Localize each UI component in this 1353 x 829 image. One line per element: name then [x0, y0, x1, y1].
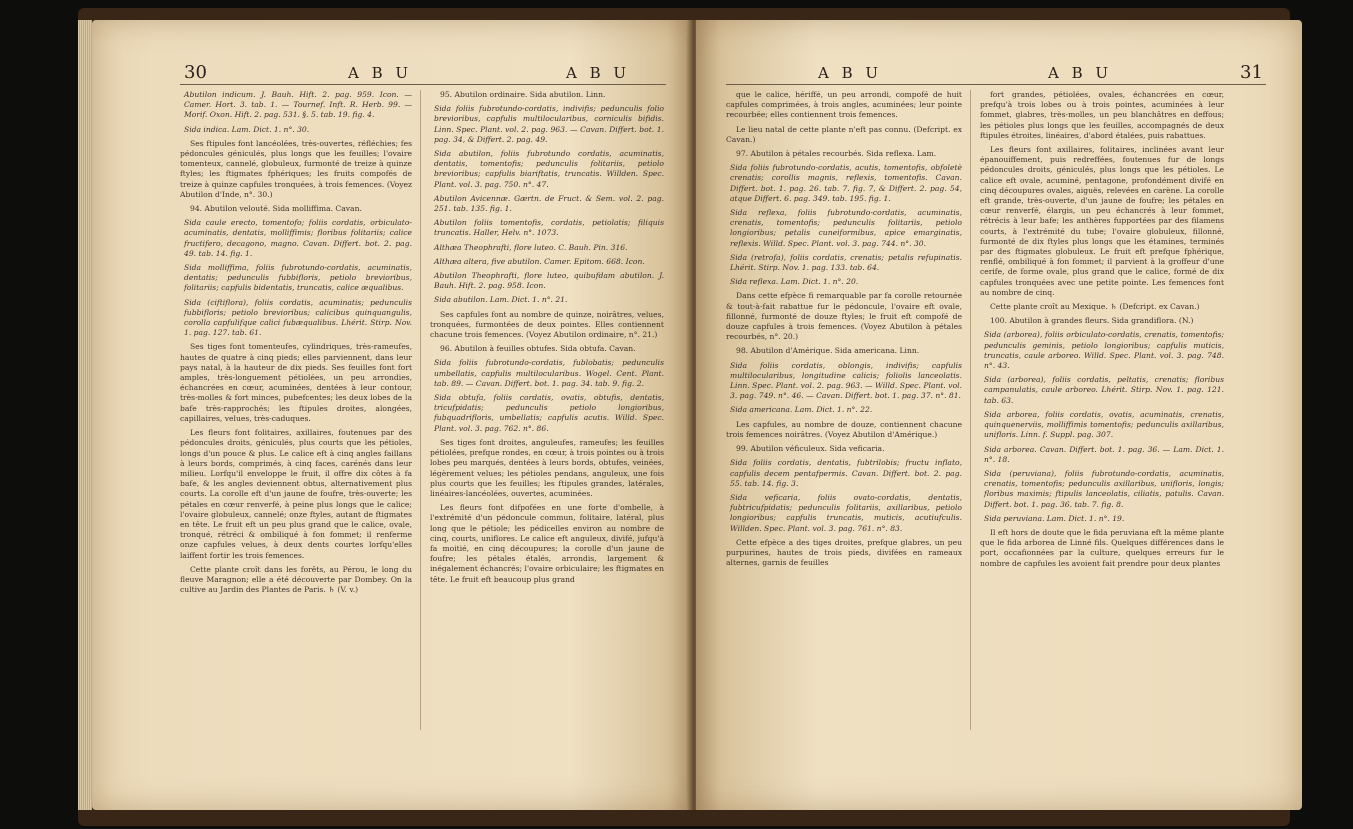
paragraph: 95. Abutilon ordinaire. Sida abutilon. Linn.	[440, 90, 606, 99]
left-running-head-1: A B U	[348, 64, 413, 82]
paragraph: Le lieu natal de cette plante n'eft pas connu. (Defcript. ex Cavan.)	[726, 124, 962, 144]
paragraph: Sida indica. Lam. Dict. 1. n°. 30.	[184, 124, 310, 134]
paragraph: Althæa Theophrafti, flore luteo. C. Bauh. Pin. 316.	[434, 242, 628, 252]
paragraph: Cette plante croît au Mexique. ♄ (Defcript. ex Cavan.)	[990, 302, 1200, 312]
paragraph: 98. Abutilon d'Amérique. Sida americana. Linn.	[736, 346, 920, 356]
paragraph: Sida (arborea), foliis orbiculato-cordatis, crenatis, tomentofis; pedunculis geminis, petiolo longioribus; capfulis muticis, truncatis, caule arboreo. Willd. Spec. Plant. vol. 3. pag. 748. n°. 43.	[984, 330, 1224, 371]
paragraph: Sida abutilon. Lam. Dict. 1. n°. 21.	[434, 295, 568, 305]
paragraph: Sida americana. Lam. Dict. 1. n°. 22.	[730, 405, 873, 415]
paragraph: Les fleurs font folitaires, axillaires, foutenues par des pédoncules droits, géniculés, plus courts que les pétioles, longs d'un pouce & plus. Le calice eft à cinq angles faillans à leurs bords, comprimés, à cinq faces, carénés dans leur milieu. Lorfqu'il enveloppe le fruit, il offre dix côtes à fa bafe, & les angles deviennent obtus, alternativement plus courts. La corolle eft d'un jaune de foufre, très-ouverte; les pétales en cœur renverfé, à peine plus longs que le calice; l'ovaire globuleux, cannelé; onze ftyles, autant de ftigmates en tête. Le fruit eft un peu plus grand que le calice, ovale, tronqué, rétréci & ombiliqué à fon fommet; il renferme onze capfules velues, à deux dents courtes lorfqu'elles laiffent fortir les trois femences.	[180, 428, 412, 560]
paragraph: Althæa altera, five abutilon. Camer. Epitom. 668. Icon.	[434, 256, 645, 266]
paragraph: Sida reflexa, foliis fubrotundo-cordatis, acuminatis, crenatis, tomentofis; pedunculis folitariis, petiolo longioribus; petalis cuneiformibus, apice emarginatis, reflexis. Willd. Spec. Plant. vol. 3. pag. 744. n°. 30.	[730, 208, 962, 248]
paragraph: Ses ftipules font lancéolées, très-ouvertes, réfléchies; fes pédoncules géniculés, plus longs que les feuilles; l'ovaire tomenteux, cannelé, globuleux, furmonté de treize à quinze ftyles; les ftigmates fphériques; les fruits compofés de treize à quinze capfules tronquées, à trois femences. (Voyez Abutilon d'Inde, n°. 30.)	[180, 138, 412, 199]
paragraph: Les capfules, au nombre de douze, contiennent chacune trois femences noirâtres. (Voyez Abutilon d'Amérique.)	[726, 419, 962, 439]
paragraph: 100. Abutilon à grandes fleurs. Sida grandiflora. (N.)	[990, 316, 1194, 326]
left-page	[92, 20, 692, 810]
right-running-head-2: A B U	[1048, 64, 1113, 82]
paragraph: Sida (retrofa), foliis cordatis, crenatis; petalis refupinatis. Lhérit. Stirp. Nov. 1. pag. 133. tab. 64.	[730, 252, 962, 273]
paragraph: 96. Abutilon à feuilles obtufes. Sida obtufa. Cavan.	[440, 344, 636, 354]
right-page-number: 31	[1240, 62, 1263, 83]
paragraph: Les fleurs font axillaires, folitaires, inclinées avant leur épanouiffement, puis redreffées, foutenues fur de longs pédoncules droits, géniculés, plus longs que les pétioles. Le calice eft ovale, acuminé, pentagone, profondément divifé en cinq découpures ovales, aiguës, relevées en carène. La corolle eft grande, très-ouverte, d'un jaune de foufre; les pétales en cœur renverfé, élargis, un peu échancrés à leur fommet, rétrécis à leur bafe; les anthères fupportées par des filamens courts, à l'extrémité du tube; l'ovaire globuleux, fillonné, furmonté de dix ftyles plus longs que les étamines, terminés par des ftigmates globuleux. Le fruit eft prefque fphérique, renflé, ombiliqué à fon fommet; il parvient à la groffeur d'une cerife, de forme ovale, plus grand que le calice, formé de dix capfules tronquées avec une petite pointe. Les femences font au nombre de cinq.	[980, 145, 1224, 297]
paragraph: Sida molliffima, foliis fubrotundo-cordatis, acuminatis, dentatis; pedunculis fubbifloris, petiolo brevioribus, folitariis; capfulis bidentatis, truncatis, calice æqualibus.	[184, 263, 412, 293]
paragraph: Sida foliis cordatis, dentatis, fubtrilobis; fructu inflato, capfulis decem pentafpermis. Cavan. Differt. bot. 2. pag. 55. tab. 14. fig. 3.	[730, 458, 962, 488]
column-divider	[420, 90, 421, 730]
right-column-1	[726, 90, 962, 572]
paragraph: Sida obtufa, foliis cordatis, ovatis, obtufis, dentatis, tricufpidatis; pedunculis petiolo longioribus, fubquadrifloris, umbellatis; capfulis acutis. Willd. Spec. Plant. vol. 3. pag. 762. n°. 86.	[434, 393, 664, 433]
paragraph: Les fleurs font difpofées en une forte d'ombelle, à l'extrémité d'un pédoncule commun, folitaire, latéral, plus long que le pétiole; les pédicelles environ au nombre de cinq, courts, uniflores. Le calice eft anguleux, divifé, jufqu'à fa moitié, en cinq découpures; la corolle d'un jaune de foufre; les pétales étalés, arrondis, largement & inégalement échancrés; l'ovaire orbiculaire; les ftigmates en tête. Le fruit eft beaucoup plus grand	[430, 503, 664, 584]
column-divider	[970, 90, 971, 730]
paragraph: Abutilon indicum. J. Bauh. Hift. 2. pag. 959. Icon. — Camer. Hort. 3. tab. 1. — Tournef. Inft. R. Herb. 99. — Morif. Oxon. Hift. 2. pag. 531. §. 5. tab. 19. fig. 4.	[184, 90, 412, 120]
right-column-2	[980, 90, 1224, 573]
paragraph: Dans cette efpèce fi remarquable par fa corolle retournée & tout-à-fait rabattue fur le pédoncule, l'ovaire eft ovale, fillonné, furmonté de douze ftyles; le fruit eft compofé de douze capfules à trois femences. (Voyez Abutilon à pétales recourbés, n°. 20.)	[726, 291, 962, 342]
header-rule	[180, 84, 666, 85]
paragraph: Sida foliis fubrotundo-cordatis, fublobatis; pedunculis umbellatis, capfulis multilocularibus. Wogel. Cent. Plant. tab. 89. — Cavan. Differt. bot. 1. pag. 34. tab. 9. fig. 2.	[434, 358, 664, 388]
paragraph: Abutilon foliis tomentofis, cordatis, petiolatis; filiquis truncatis. Haller, Helv. n°. 1073.	[434, 218, 664, 238]
right-running-head-1: A B U	[818, 64, 883, 82]
paragraph: Sida foliis fubrotundo-cordatis, indivifis; pedunculis folio brevioribus, capfulis multilocularibus, corniculis bifidis. Linn. Spec. Plant. vol. 2. pag. 963. — Cavan. Differt. bot. 1. pag. 34, & Differt. 2. pag. 49.	[434, 104, 664, 144]
paragraph: Ses capfules font au nombre de quinze, noirâtres, velues, tronquées, furmontées de deux pointes. Elles contiennent chacune trois femences. (Voyez Abutilon ordinaire, n°. 21.)	[430, 309, 664, 340]
left-page-edges	[78, 20, 92, 810]
paragraph: Cette plante croît dans les forêts, au Pérou, le long du fleuve Maragnon; elle a été découverte par Dombey. On la cultive au Jardin des Plantes de Paris. ♄ (V. v.)	[180, 564, 412, 595]
paragraph: Sida foliis fubrotundo-cordatis, acutis, tomentofis, obfoletè crenatis; corollis magnis, reflexis, tomentofis. Cavan. Differt. bot. 1. pag. 26. tab. 7. fig. 7, & Differt. 2. pag. 54, atque Differt. 6. pag. 349. tab. 195. fig. 1.	[730, 163, 962, 203]
left-column-1	[180, 90, 412, 599]
paragraph: Sida caule erecto, tomentofo; foliis cordatis, orbiculato-acuminatis, dentatis, molliffimis; floribus folitariis; calice fructifero, decagono, magno. Cavan. Differt. bot. 2. pag. 49. tab. 14. fig. 1.	[184, 218, 412, 258]
paragraph: 94. Abutilon velouté. Sida molliffima. Cavan.	[190, 204, 362, 214]
paragraph: Sida (peruviana), foliis fubrotundo-cordatis, acuminatis, crenatis, tomentofis; pedunculis axillaribus, unifloris, longis; floribus maximis; ftipulis lanceolatis, ciliatis, patulis. Cavan. Differt. bot. 1. pag. 36. tab. 7. fig. 8.	[984, 468, 1224, 509]
paragraph: Sida peruviana. Lam. Dict. 1. n°. 19.	[984, 513, 1125, 523]
left-column-2	[430, 90, 664, 589]
paragraph: 97. Abutilon à pétales recourbés. Sida reflexa. Lam.	[736, 149, 937, 159]
paragraph: 99. Abutilon véficuleux. Sida veficaria.	[736, 444, 885, 454]
header-rule	[726, 84, 1266, 85]
paragraph: Sida foliis cordatis, oblongis, indivifis; capfulis multilocularibus, longitudine calicis; foliolis lanceolatis. Linn. Spec. Plant. vol. 2. pag. 963. — Willd. Spec. Plant. vol. 3. pag. 749. n°. 46. — Cavan. Differt. bot. 1. pag. 37. n°. 81.	[730, 360, 962, 401]
paragraph: Ses tiges font droites, anguleufes, rameufes; les feuilles pétiolées, prefque rondes, en cœur, à trois pointes ou à trois lobes peu marqués, dentées à leurs bords, obtufes, veinées, légèrement velues; les pétioles pendans, anguleux, une fois plus courts que les feuilles; les ftipules grandes, latérales, linéaires-lancéolées, ouvertes, acuminées.	[430, 437, 664, 498]
paragraph: Sida arborea, foliis cordatis, ovatis, acuminatis, crenatis, quinquenerviis, molliffimis tomentofis; pedunculis axillaribus, unifloris. Linn. f. Suppl. pag. 307.	[984, 409, 1224, 440]
paragraph: Abutilon Theophrafti, flore luteo, quibufdam abutilon. J. Bauh. Hift. 2. pag. 958. Icon.	[434, 271, 664, 291]
paragraph: Il eft hors de doute que le fida peruviana eft la même plante que le fida arborea de Linné fils. Quelques différences dans le port, occafionnées par la culture, quelques erreurs fur le nombre de capfules les avoient fait prendre pour deux plantes	[980, 527, 1224, 568]
left-running-head-2: A B U	[566, 64, 631, 82]
paragraph: Sida veficaria, foliis ovato-cordatis, dentatis, fubtricufpidatis; pedunculis folitariis, axillaribus, petiolo longioribus; capfulis truncatis, muticis, acutiufculis. Willden. Spec. Plant. vol. 3. pag. 761. n°. 83.	[730, 492, 962, 533]
right-page	[696, 20, 1302, 810]
paragraph: Sida arborea. Cavan. Differt. bot. 1. pag. 36. — Lam. Dict. 1. n°. 18.	[984, 444, 1224, 464]
paragraph: Ses tiges font tomenteufes, cylindriques, très-rameufes, hautes de quatre à cinq pieds; elles parviennent, dans leur pays natal, à la hauteur de dix pieds. Ses feuilles font fort amples, très-longuement pétiolées, un peu arrondies, échancrées en cœur, acuminées, dentées à leur contour, très-molles & fort minces, pubefcentes; les deux lobes de la bafe très-rapprochés; les ftipules droites, alongées, capillaires, velues, très-caduques.	[180, 342, 412, 423]
paragraph: Sida (arborea), foliis cordatis, peltatis, crenatis; floribus campanulatis, caule arboreo. Lhérit. Stirp. Nov. 1. pag. 121. tab. 63.	[984, 375, 1224, 405]
paragraph: Sida reflexa. Lam. Dict. 1. n°. 20.	[730, 277, 859, 287]
paragraph: que le calice, hériffé, un peu arrondi, compofé de huit capfules comprimées, à trois angles, acuminées; leur pointe recourbée; elles contiennent trois femences.	[726, 90, 962, 120]
paragraph: Sida (ciftiflora), foliis cordatis, acuminatis; pedunculis fubbifloris; petiolo brevioribus; calicibus quinquangulis, corolla capfulifque calici fubæqualibus. Lhérit. Stirp. Nov. 1. pag. 127. tab. 61.	[184, 297, 412, 338]
paragraph: Sida abutilon, foliis fubrotundo cordatis, acuminatis, dentatis, tomentofis; pedunculis folitariis, petiolo brevioribus; capfulis biariftatis, truncatis. Willden. Spec. Plant. vol. 3. pag. 750. n°. 47.	[434, 149, 664, 189]
left-page-number: 30	[184, 62, 207, 83]
paragraph: Cette efpèce a des tiges droites, prefque glabres, un peu purpurines, hautes de trois pieds, divifées en rameaux alternes, garnis de feuilles	[726, 537, 962, 568]
paragraph: Abutilon Avicennæ. Gærtn. de Fruct. & Sem. vol. 2. pag. 251. tab. 135. fig. 1.	[434, 193, 664, 214]
paragraph: fort grandes, pétiolées, ovales, échancrées en cœur, prefqu'à trois lobes ou à trois pointes, acuminées à leur fommet, glabres, très-molles, un peu blanchâtres en deffous; les pétioles plus longs que les feuilles, accompagnés de deux ftipules étroites, linéaires, d'abord étalées, puis rabattues.	[980, 90, 1224, 140]
